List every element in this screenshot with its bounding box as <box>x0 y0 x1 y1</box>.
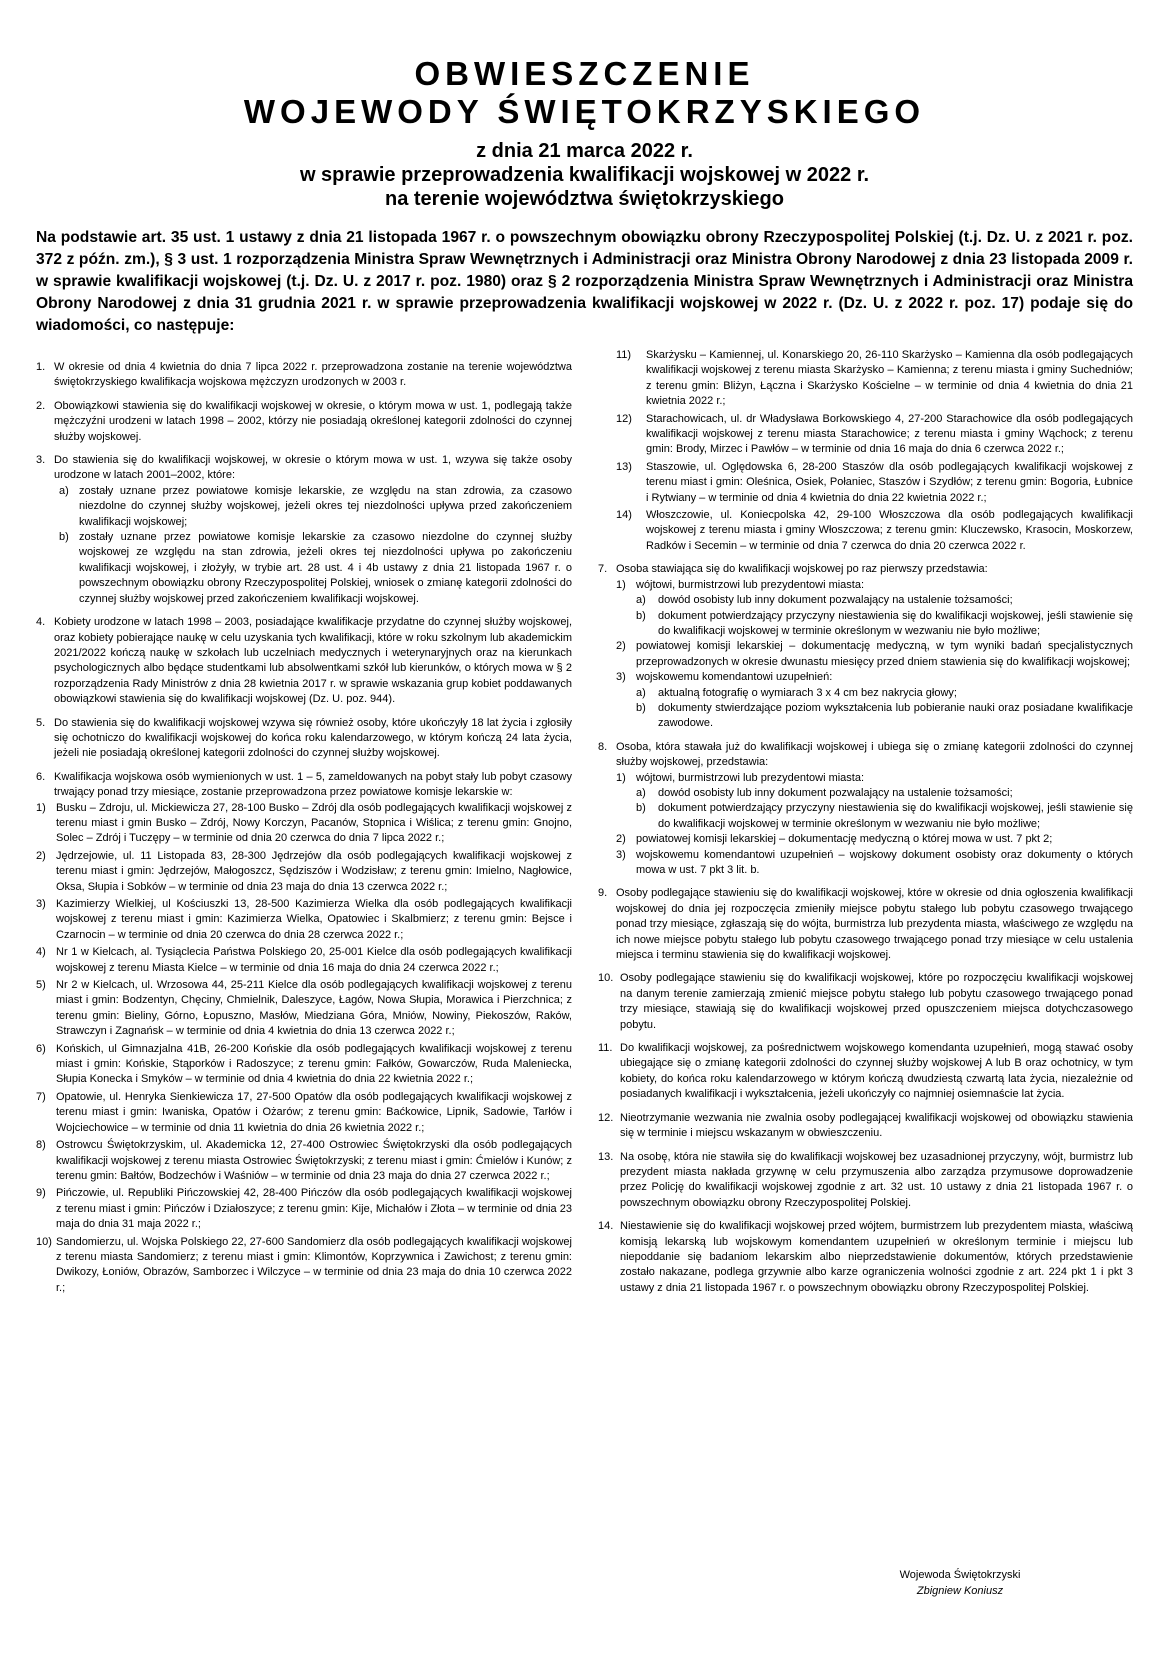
text-segment: Osoby podlegające stawieniu się do kwalifikacji wojskowej, które po rozpoczęciu kwalifikacji wojskowej na danym terenie zamierzają zmienić miejsce pobytu stałego lub pobytu czasowego trwającego ponad trzy miesiące, stawiają się do kwalifikacji wojskowej przed opuszczeniem miejsca dotychczasowego pobytu. <box>620 972 1133 1031</box>
paragraph-7-point-2 <box>616 639 1133 670</box>
text-segment: 8. <box>598 740 608 753</box>
text-segment: 3. <box>36 454 46 467</box>
text-segment: Kobiety urodzone w latach 1998 – 2003, posiadające kwalifikacje przydatne do czynnej służby wojskowej, oraz kobiety pobierające naukę w celu uzyskania tych kwalifikacji, które w roku szkolnym lub akademickim 2021/2022 kończą naukę w szkołach lub uczelniach medycznych i weterynaryjnych oraz na kierunkach psychologicznych albo będące studentkami lub absolwentkami szkół lub kierunków, o których mowa w § 2 rozporządzenia Rady Ministrów z dnia 28 kwietnia 2017 r. w sprawie wskazania grup kobiet poddawanych obowiązkowi stawienia się do kwalifikacji wojskowej (Dz. U. poz. 944). <box>54 616 572 706</box>
text-segment: Końskich, ul Gimnazjalna 41B, 26-200 Końskie dla osób podlegających kwalifikacji wojskowej z terenu miast i gmin: Końskie, Stąporków i Radoszyce; z terenu gmin: Fałków, Gowarczów, Ruda Maleniecka, Słupia Konecka i Smyków – w terminie od dnia 4 kwietnia do dnia 22 kwietnia 2022 r.; <box>56 1042 572 1086</box>
commission-location <box>36 1235 572 1297</box>
text-segment: b) <box>636 609 646 622</box>
paragraph-8-point-3 <box>616 848 1133 879</box>
text-segment: 11. <box>598 1042 613 1055</box>
text-segment: 13) <box>616 460 632 473</box>
text-segment: 9. <box>598 887 608 900</box>
commission-location <box>36 1138 572 1184</box>
document-title: OBWIESZCZENIE <box>414 55 755 92</box>
text-segment: wójtowi, burmistrzowi lub prezydentowi miasta: <box>636 771 865 784</box>
text-segment: a) <box>636 686 646 699</box>
paragraph-1 <box>36 360 572 391</box>
document-date: z dnia 21 marca 2022 r. <box>476 140 693 162</box>
text-segment: 14. <box>598 1220 614 1233</box>
paragraph-7-point-1b <box>616 609 1133 640</box>
text-segment: Osoba, która stawała już do kwalifikacji wojskowej i ubiega się o zmianę kategorii zdolności do czynnej służby wojskowej, przedstawia: <box>616 740 1133 769</box>
paragraph-3 <box>36 453 572 607</box>
text-segment: Sandomierzu, ul. Wojska Polskiego 22, 27-600 Sandomierz dla osób podlegających kwalifikacji wojskowej z terenu miasta Sandomierz; z terenu miast i gmin: Klimontów, Koprzywnica i Zawichost; z terenu gmin: Dwikozy, Łoniów, Obrazów, Samborzec i Wilczyce – w terminie od dnia 23 maja do dnia 10 czerwca 2022 r.; <box>56 1235 572 1294</box>
text-segment: dowód osobisty lub inny dokument pozwalający na ustalenie tożsamości; <box>658 594 1013 607</box>
text-segment: powiatowej komisji lekarskiej – dokumentację medyczną, w tym wyniki badań specjalistycznych przeprowadzonych w okresie dwunastu miesięcy przed dniem stawienia się do kwalifikacji wojskowej; <box>636 640 1133 668</box>
commission-location <box>616 348 1133 410</box>
text-segment: Do stawienia się do kwalifikacji wojskowej, w okresie o którym mowa w ust. 1, wzywa się także osoby urodzone w latach 2001–2002, które: <box>54 454 572 482</box>
text-segment: 8) <box>36 1139 46 1152</box>
text-segment: Do stawienia się do kwalifikacji wojskowej wzywa się również osoby, które ukończyły 18 lat życia i zgłosiły się ochotniczo do kwalifikacji wojskowej do końca roku kalendarzowego, w którym kończą 24 lata życia, jeżeli nie posiadają określonej kategorii zdolności do czynnej służby wojskowej. <box>54 716 572 760</box>
text-segment: 6) <box>36 1042 46 1055</box>
text-segment: zostały uznane przez powiatowe komisje lekarskie, ze względu na stan zdrowia, za czasowo niezdolne do czynnej służby wojskowej, jeżeli okres tej niezdolności upływa przed zakończeniem kwalifikacji wojskowej; <box>79 484 572 528</box>
signatory-name: Zbigniew Koniusz <box>916 1585 1004 1597</box>
text-segment: Do kwalifikacji wojskowej, za pośrednictwem wojskowego komendanta uzupełnień, mogą stawać osoby ubiegające się o zmianę kategorii zdolności do czynnej służby wojskowej A lub B oraz ochotnicy, w tym kobiety, do końca roku kalendarzowego w którym kończą dwudziestą czwartą lata życia, niezależnie od posiadanych kwalifikacji i wykształcenia, jeżeli ukończyły co najmniej osiemnaście lat życia. <box>620 1042 1133 1101</box>
paragraph-10 <box>598 971 1133 1033</box>
paragraph-5 <box>36 716 572 762</box>
paragraph-11 <box>598 1041 1133 1103</box>
paragraph-7-point-1a <box>616 593 1133 608</box>
text-segment: 10) <box>36 1235 52 1248</box>
text-segment: dokument potwierdzający przyczyny niestawienia się do kwalifikacji wojskowej, jeśli stawienie się do kwalifikacji wojskowej w terminie określonym w wezwaniu nie było możliwe; <box>658 609 1133 637</box>
text-segment: 3) <box>616 671 626 684</box>
paragraph-3-b <box>54 530 572 607</box>
text-segment: Obowiązkowi stawienia się do kwalifikacji wojskowej w okresie, o którym mowa w ust. 1, podlegają także mężczyźni urodzeni w latach 1998 – 2002, którzy nie posiadają określonej kategorii zdolności do czynnej służby wojskowej. <box>54 399 572 443</box>
text-segment: Niestawienie się do kwalifikacji wojskowej przed wójtem, burmistrzem lub prezydentem miasta, właściwą komisją lekarską lub wojskowym komendantem uzupełnień w określonym terminie i miejscu lub niepoddanie się badaniom lekarskim albo nieprzedstawienie dokumentów, których przedstawienie zostało nakazane, podlega grzywnie albo karze ograniczenia wolności zgodnie z art. 224 pkt 1 i pkt 3 ustawy z dnia 21 listopada 1967 r. o powszechnym obowiązku obrony Rzeczypospolitej Polskiej. <box>620 1220 1133 1294</box>
commission-location <box>36 801 572 847</box>
text-segment: aktualną fotografię o wymiarach 3 x 4 cm bez nakrycia głowy; <box>658 686 957 699</box>
paragraph-8-point-1 <box>616 771 1133 786</box>
text-segment: powiatowej komisji lekarskiej – dokumentację medyczną o której mowa w ust. 7 pkt 2; <box>636 833 1053 846</box>
text-segment: 9) <box>36 1187 46 1200</box>
commission-location <box>616 460 1133 506</box>
paragraph-7-point-1 <box>616 578 1133 593</box>
text-segment: 10. <box>598 972 614 985</box>
paragraph-7 <box>598 562 1133 731</box>
text-segment: 12) <box>616 412 632 425</box>
text-segment: dowód osobisty lub inny dokument pozwalający na ustalenie tożsamości; <box>658 786 1013 799</box>
text-segment: 5. <box>36 716 46 729</box>
commission-location <box>36 945 572 976</box>
commission-location <box>36 1090 572 1136</box>
commission-location <box>616 508 1133 554</box>
text-segment: 6. <box>36 770 46 783</box>
text-segment: 1) <box>36 801 46 814</box>
legal-basis-preamble: Na podstawie art. 35 ust. 1 ustawy z dnia 21 listopada 1967 r. o powszechnym obowiązku obrony Rzeczypospolitej Polskiej (t.j. Dz. U. z 2021 r. poz. 372 z późn. zm.), § 3 ust. 1 rozporządzenia Ministra Spraw Wewnętrznych i Administracji oraz Ministra Obrony Narodowej z dnia 23 listopada 2009 r. w sprawie kwalifikacji wojskowej (t.j. Dz. U. z 2017 r. poz. 1980) oraz § 2 rozporządzenia Ministra Spraw Wewnętrznych i Administracji oraz Ministra Obrony Narodowej z dnia 31 grudnia 2021 r. w sprawie przeprowadzenia kwalifikacji wojskowej w 2022 r. (Dz. U. z 2022 r. poz. 17) podaje się do wiadomości, co następuje: <box>36 229 1133 334</box>
text-segment: Kazimierzy Wielkiej, ul Kościuszki 13, 28-500 Kazimierza Wielka dla osób podlegających kwalifikacji wojskowej z terenu miast i gmin: Kazimierza Wielka, Opatowiec i Skalbmierz; z terenu gmin: Bejsce i Czarnocin – w terminie od dnia 20 czerwca do dnia 28 czerwca 2022 r.; <box>56 898 572 941</box>
text-segment: 1) <box>616 578 626 591</box>
text-segment: 11) <box>616 349 632 361</box>
document-subject-line1: w sprawie przeprowadzenia kwalifikacji wojskowej w 2022 r. <box>299 164 870 186</box>
text-segment: Starachowicach, ul. dr Władysława Borkowskiego 4, 27-200 Starachowice dla osób podlegających kwalifikacji wojskowej z terenu miasta Starachowice; z terenu miasta i gminy Wąchock; z terenu gmin: Brody, Mirzec i Pawłów – w terminie od dnia 16 maja do dnia 6 czerwca 2022 r.; <box>646 412 1133 456</box>
text-segment: 7) <box>36 1090 46 1103</box>
text-segment: 3) <box>36 898 46 910</box>
paragraph-12 <box>598 1111 1133 1142</box>
right-column <box>598 349 1133 1304</box>
signature-block <box>830 1567 1090 1599</box>
text-segment: Osoby podlegające stawieniu się do kwalifikacji wojskowej, które w okresie od dnia ogłoszenia kwalifikacji wojskowej do dnia jej rozpoczęcia zmieniły miejsce pobytu stałego lub pobytu czasowego trwającego ponad trzy miesiące, zgłaszają się do wójta, burmistrza lub prezydenta miasta, właściwego ze względu na ich nowe miejsce pobytu stałego lub pobytu czasowego trwającego ponad trzy miesiące w celu ustalenia miejsca i terminu stawienia się do kwalifikacji wojskowej. <box>616 887 1133 962</box>
commission-list-left <box>36 801 572 1297</box>
text-segment: wójtowi, burmistrzowi lub prezydentowi miasta: <box>636 578 865 591</box>
text-segment: Nr 1 w Kielcach, al. Tysiąclecia Państwa Polskiego 20, 25-001 Kielce dla osób podlegających kwalifikacji wojskowej z terenu Miasta Kielce – w terminie od dnia 16 maja do dnia 24 czerwca 2022 r.; <box>56 946 572 974</box>
text-segment: a) <box>636 594 646 607</box>
text-segment: dokument potwierdzający przyczyny niestawienia się do kwalifikacji wojskowej, jeśli stawienie się do kwalifikacji wojskowej w terminie określonym w wezwaniu nie było możliwe; <box>658 802 1133 830</box>
text-segment: Osoba stawiająca się do kwalifikacji wojskowej po raz pierwszy przedstawia: <box>616 563 988 576</box>
text-segment: 12. <box>598 1111 614 1124</box>
text-segment: 4. <box>36 616 46 629</box>
text-segment: 5) <box>36 979 46 992</box>
commission-location <box>36 849 572 895</box>
text-segment: Nieotrzymanie wezwania nie zwalnia osoby podlegającej kwalifikacji wojskowej od obowiązku stawienia się w terminie i miejscu wskazanym w obwieszczeniu. <box>620 1111 1133 1140</box>
text-segment: 2) <box>616 640 626 653</box>
paragraph-13 <box>598 1150 1133 1212</box>
text-segment: Ostrowcu Świętokrzyskim, ul. Akademicka 12, 27-400 Ostrowiec Świętokrzyski dla osób podlegających kwalifikacji wojskowej z terenu miasta Ostrowiec Świętokrzyski; z terenu miast i gmin: Ćmielów i Kunów; z terenu gmin: Bałtów, Bodzechów i Waśniów – w terminie od dnia 23 maja do dnia 27 czerwca 2022 r.; <box>56 1139 572 1182</box>
document-subject-line2: na terenie województwa świętokrzyskiego <box>384 188 784 210</box>
commission-location <box>616 412 1133 458</box>
signatory-title: Wojewoda Świętokrzyski <box>899 1569 1021 1581</box>
text-segment: a) <box>59 484 69 497</box>
paragraph-8-point-1a <box>616 786 1133 801</box>
text-segment: 14) <box>616 509 632 522</box>
text-segment: zostały uznane przez powiatowe komisje lekarskie za czasowo niezdolne do czynnej służby wojskowej ze względu na stan zdrowia, jeżeli okres tej niezdolności upływa po zakończeniu kwalifikacji wojskowej, i złożyły, w trybie art. 28 ust. 4 i 4b ustawy z dnia 21 listopada 1967 r. o powszechnym obowiązku obrony Rzeczypospolitej Polskiej, wniosek o zmianę kategorii zdolności do czynnej służby wojskowej przed zakończeniem kwalifikacji wojskowej. <box>79 531 572 605</box>
text-segment: b) <box>59 531 69 544</box>
commission-location <box>36 897 572 943</box>
text-segment: 13. <box>598 1150 614 1163</box>
text-segment: Pińczowie, ul. Republiki Pińczowskiej 42, 28-400 Pińczów dla osób podlegających kwalifikacji wojskowej z terenu miast i gmin: Pińczów i Działoszyce; z terenu gmin: Kije, Michałów i Złota – w terminie od dnia 23 maja do dnia 31 maja 2022 r.; <box>56 1187 572 1231</box>
text-segment: 2) <box>36 849 46 862</box>
text-segment: dokumenty stwierdzające poziom wykształcenia lub pobieranie nauki oraz posiadane kwalifikacje zawodowe. <box>658 701 1133 730</box>
text-segment: 4) <box>36 946 46 959</box>
paragraph-6 <box>36 770 572 801</box>
text-segment: Nr 2 w Kielcach, ul. Wrzosowa 44, 25-211 Kielce dla osób podlegających kwalifikacji wojskowej z terenu miast i gmin: Bodzentyn, Chęciny, Chmielnik, Daleszyce, Łagów, Nowa Słupia, Morawica i Pierzchnica; z terenu gmin: Bieliny, Górno, Łopuszno, Masłów, Miedziana Góra, Mniów, Nowiny, Piekoszów, Raków, Strawczyn i Zagnańsk – w terminie od dnia 4 kwietnia do dnia 13 czerwca 2022 r.; <box>56 979 572 1038</box>
paragraph-7-point-3b <box>616 701 1133 732</box>
text-segment: b) <box>636 701 646 714</box>
paragraph-7-point-3 <box>616 670 1133 685</box>
paragraph-9 <box>598 886 1133 963</box>
text-segment: 7. <box>598 563 608 576</box>
commission-list-right <box>598 348 1133 554</box>
paragraph-14 <box>598 1219 1133 1296</box>
text-segment: Busku – Zdroju, ul. Mickiewicza 27, 28-100 Busko – Zdrój dla osób podlegających kwalifikacji wojskowej z terenu miast i gmin Busko – Zdrój, Nowy Korczyn, Pacanów, Stopnica i Wiślica; z terenu gmin: Gnojno, Solec – Zdrój i Tuczępy – w terminie od dnia 20 czerwca do dnia 7 lipca 2022 r.; <box>56 801 572 845</box>
commission-location <box>36 1042 572 1088</box>
left-column <box>36 360 572 1298</box>
text-segment: 1) <box>616 771 626 784</box>
document-issuer: WOJEWODY ŚWIĘTOKRZYSKIEGO <box>243 93 926 130</box>
text-segment: Opatowie, ul. Henryka Sienkiewicza 17, 27-500 Opatów dla osób podlegających kwalifikacji wojskowej z terenu miast i gmin: Iwaniska, Opatów i Ożarów; z terenu gmin: Baćkowice, Lipnik, Sadowie, Tarłów i Wojciechowice – w terminie od dnia 11 kwietnia do dnia 26 kwietnia 2022 r.; <box>56 1090 572 1134</box>
text-segment: Włoszczowie, ul. Koniecpolska 42, 29-100 Włoszczowa dla osób podlegających kwalifikacji wojskowej z terenu miasta i gminy Włoszczowa; z terenu gmin: Kluczewsko, Krasocin, Moskorzew, Radków i Secemin – w terminie od dnia 7 czerwca do dnia 20 czerwca 2022 r. <box>646 509 1133 552</box>
paragraph-4 <box>36 615 572 707</box>
text-segment: Staszowie, ul. Oględowska 6, 28-200 Staszów dla osób podlegających kwalifikacji wojskowej z terenu miast i gmin: Oleśnica, Osiek, Połaniec, Staszów i Szydłów; z terenu gmin: Bogoria, Łubnice i Rytwiany – w terminie od dnia 4 kwietnia do dnia 22 kwietnia 2022 r.; <box>646 460 1133 504</box>
text-segment: 1. <box>36 361 46 373</box>
text-segment: 3) <box>616 848 626 861</box>
text-segment: Jędrzejowie, ul. 11 Listopada 83, 28-300 Jędrzejów dla osób podlegających kwalifikacji wojskowej z terenu miast i gmin: Jędrzejów, Małogoszcz, Sędziszów i Wodzisław; z terenu gmin: Imielno, Nagłowice, Oksa, Słupia i Sobków – w terminie od dnia 23 maja do dnia 13 czerwca 2022 r.; <box>56 849 572 893</box>
paragraph-8 <box>598 740 1133 879</box>
text-segment: a) <box>636 786 646 799</box>
text-segment: 2) <box>616 833 626 846</box>
text-segment: b) <box>636 802 646 815</box>
text-segment: 2. <box>36 399 46 412</box>
text-segment: wojskowemu komendantowi uzupełnień – wojskowy dokument osobisty oraz dokumenty o których mowa w ust. 7 pkt 3 lit. b. <box>636 848 1133 876</box>
text-segment: Kwalifikacja wojskowa osób wymienionych w ust. 1 – 5, zameldowanych na pobyt stały lub pobyt czasowy trwający ponad trzy miesiące, zostanie przeprowadzona przez powiatowe komisje lekarskie w: <box>54 770 572 799</box>
document-page <box>36 0 1133 337</box>
paragraph-8-point-1b <box>616 801 1133 832</box>
paragraph-8-point-2 <box>616 832 1133 847</box>
text-segment: W okresie od dnia 4 kwietnia do dnia 7 lipca 2022 r. przeprowadzona zostanie na terenie województwa świętokrzyskiego kwalifikacja wojskowa mężczyzn urodzonych w 2003 r. <box>54 361 572 389</box>
commission-location <box>36 978 572 1040</box>
paragraph-7-point-3a <box>616 686 1133 701</box>
commission-location <box>36 1186 572 1232</box>
text-segment: Na osobę, która nie stawiła się do kwalifikacji wojskowej bez uzasadnionej przyczyny, wójt, burmistrz lub prezydent miasta nakłada grzywnę w celu przymuszenia albo zarządza przymusowe doprowadzenie przez Policję do kwalifikacji wojskowej zgodnie z art. 32 ust. 10 ustawy z dnia 21 listopada 1967 r. o powszechnym obowiązku obrony Rzeczypospolitej Polskiej. <box>620 1150 1133 1209</box>
text-segment: Skarżysku – Kamiennej, ul. Konarskiego 20, 26-110 Skarżysko – Kamienna dla osób podlegających kwalifikacji wojskowej z terenu miasta Skarżysko – Kamienna; z terenu miasta i gminy Suchedniów; z terenu gmin: Bliżyn, Łączna i Skarżysko Kościelne – w terminie od dnia 4 kwietnia do dnia 21 kwietnia 2022 r.; <box>646 349 1133 408</box>
paragraph-3-a <box>54 484 572 530</box>
text-segment: wojskowemu komendantowi uzupełnień: <box>636 671 833 684</box>
paragraph-2 <box>36 399 572 445</box>
